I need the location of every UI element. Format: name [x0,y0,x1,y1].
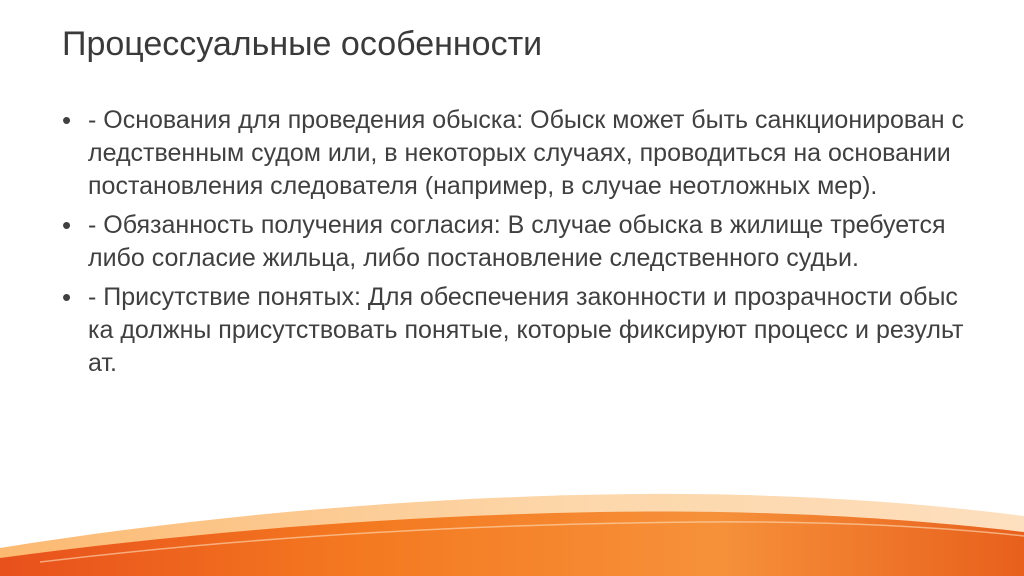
bullet-text: - Основания для проведения обыска: Обыск может быть санкционирован следственным судом или, в некоторых случаях, проводиться на основании постановления следователя (например, в случае неотложных мер). [88,106,965,200]
orange-wave-decoration [0,476,1024,576]
bullet-text: - Обязанность получения согласия: В случае обыска в жилище требуется либо согласие жильца, либо постановление следственного судьи. [88,211,946,272]
wave-front [0,512,1024,576]
bullet-item [62,209,967,275]
bullet-item [62,104,967,203]
bullet-list [62,104,967,386]
bullet-marker: • [62,105,72,135]
bullet-item [62,281,967,380]
bullet-marker: • [62,210,72,240]
slide-title: Процессуальные особенности [62,25,543,63]
bullet-text: - Присутствие понятых: Для обеспечения законности и прозрачности обыска должны присутствовать понятые, которые фиксируют процесс и результат. [88,283,964,377]
bullet-marker: • [62,282,72,312]
